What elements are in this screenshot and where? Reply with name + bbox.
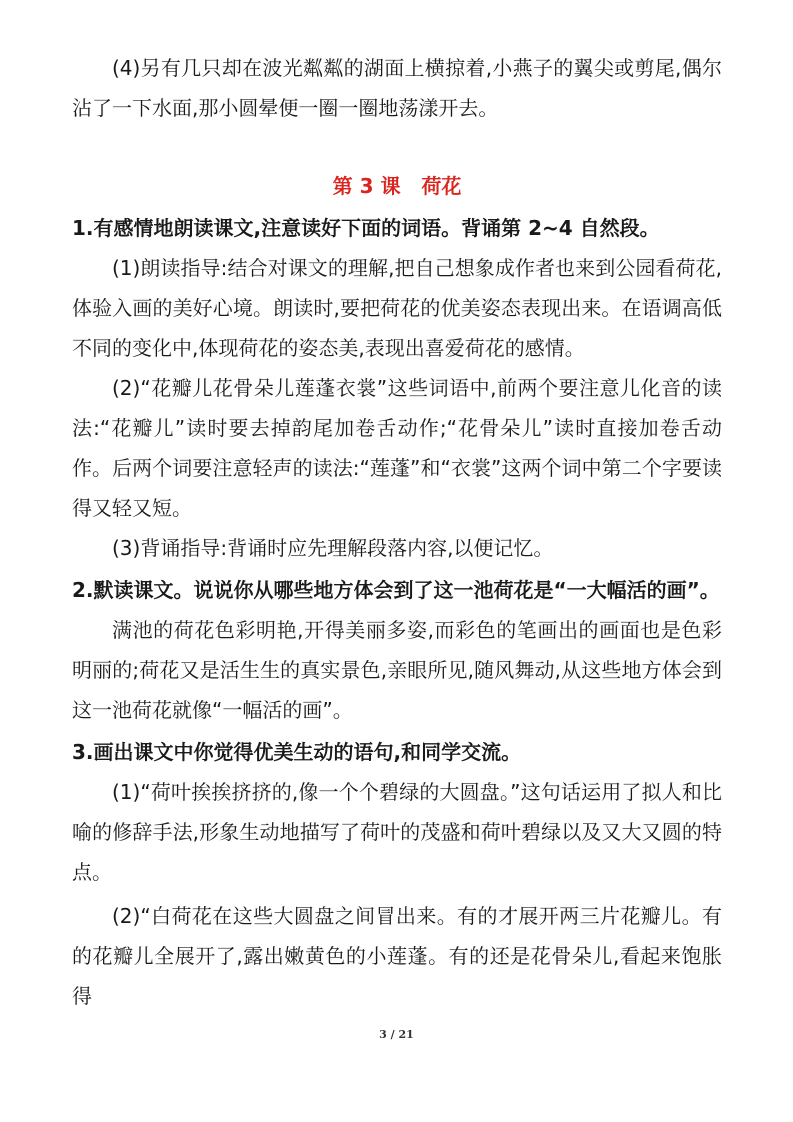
answer-1-2: (2)“花瓣儿花骨朵儿莲蓬衣裳”这些词语中,前两个要注意儿化音的读法:“花瓣儿”读时要去掉韵尾加卷舌动作;“花骨朵儿”读时直接加卷舌动作。后两个词要注意轻声的读法:“莲蓬”和“衣裳”这两个词中第二个字要读得又轻又短。	[72, 376, 722, 520]
question-1: 1.有感情地朗读课文,注意读好下面的词语。背诵第 2~4 自然段。	[72, 216, 660, 240]
answer-1-3: (3)背诵指导:背诵时应先理解段落内容,以便记忆。	[112, 536, 554, 560]
paragraph-intro-4: (4)另有几只却在波光粼粼的湖面上横掠着,小燕子的翼尖或剪尾,偶尔沾了一下水面,那小圆晕便一圈一圈地荡漾开去。	[72, 56, 722, 120]
answer-3-2: (2)“白荷花在这些大圆盘之间冒出来。有的才展开两三片花瓣儿。有的花瓣儿全展开了,露出嫩黄色的小莲蓬。有的还是花骨朵儿,看起来饱胀得	[72, 904, 722, 1008]
question-3: 3.画出课文中你觉得优美生动的语句,和同学交流。	[72, 740, 522, 764]
page-number: 3 / 21	[379, 1028, 414, 1041]
question-2: 2.默读课文。说说你从哪些地方体会到了这一池荷花是“一大幅活的画”。	[72, 578, 720, 602]
document-body	[72, 48, 722, 1016]
answer-2: 满池的荷花色彩明艳,开得美丽多姿,而彩色的笔画出的画面也是色彩明丽的;荷花又是活生生的真实景色,亲眼所见,随风舞动,从这些地方体会到这一池荷花就像“一幅活的画”。	[72, 618, 722, 722]
lesson-title: 第 3 课 荷花	[332, 174, 462, 198]
answer-1-1: (1)朗读指导:结合对课文的理解,把自己想象成作者也来到公园看荷花,体验入画的美好心境。朗读时,要把荷花的优美姿态表现出来。在语调高低不同的变化中,体现荷花的姿态美,表现出喜爱荷花的感情。	[72, 256, 722, 360]
answer-3-1: (1)“荷叶挨挨挤挤的,像一个个碧绿的大圆盘。”这句话运用了拟人和比喻的修辞手法,形象生动地描写了荷叶的茂盛和荷叶碧绿以及又大又圆的特点。	[72, 780, 722, 884]
